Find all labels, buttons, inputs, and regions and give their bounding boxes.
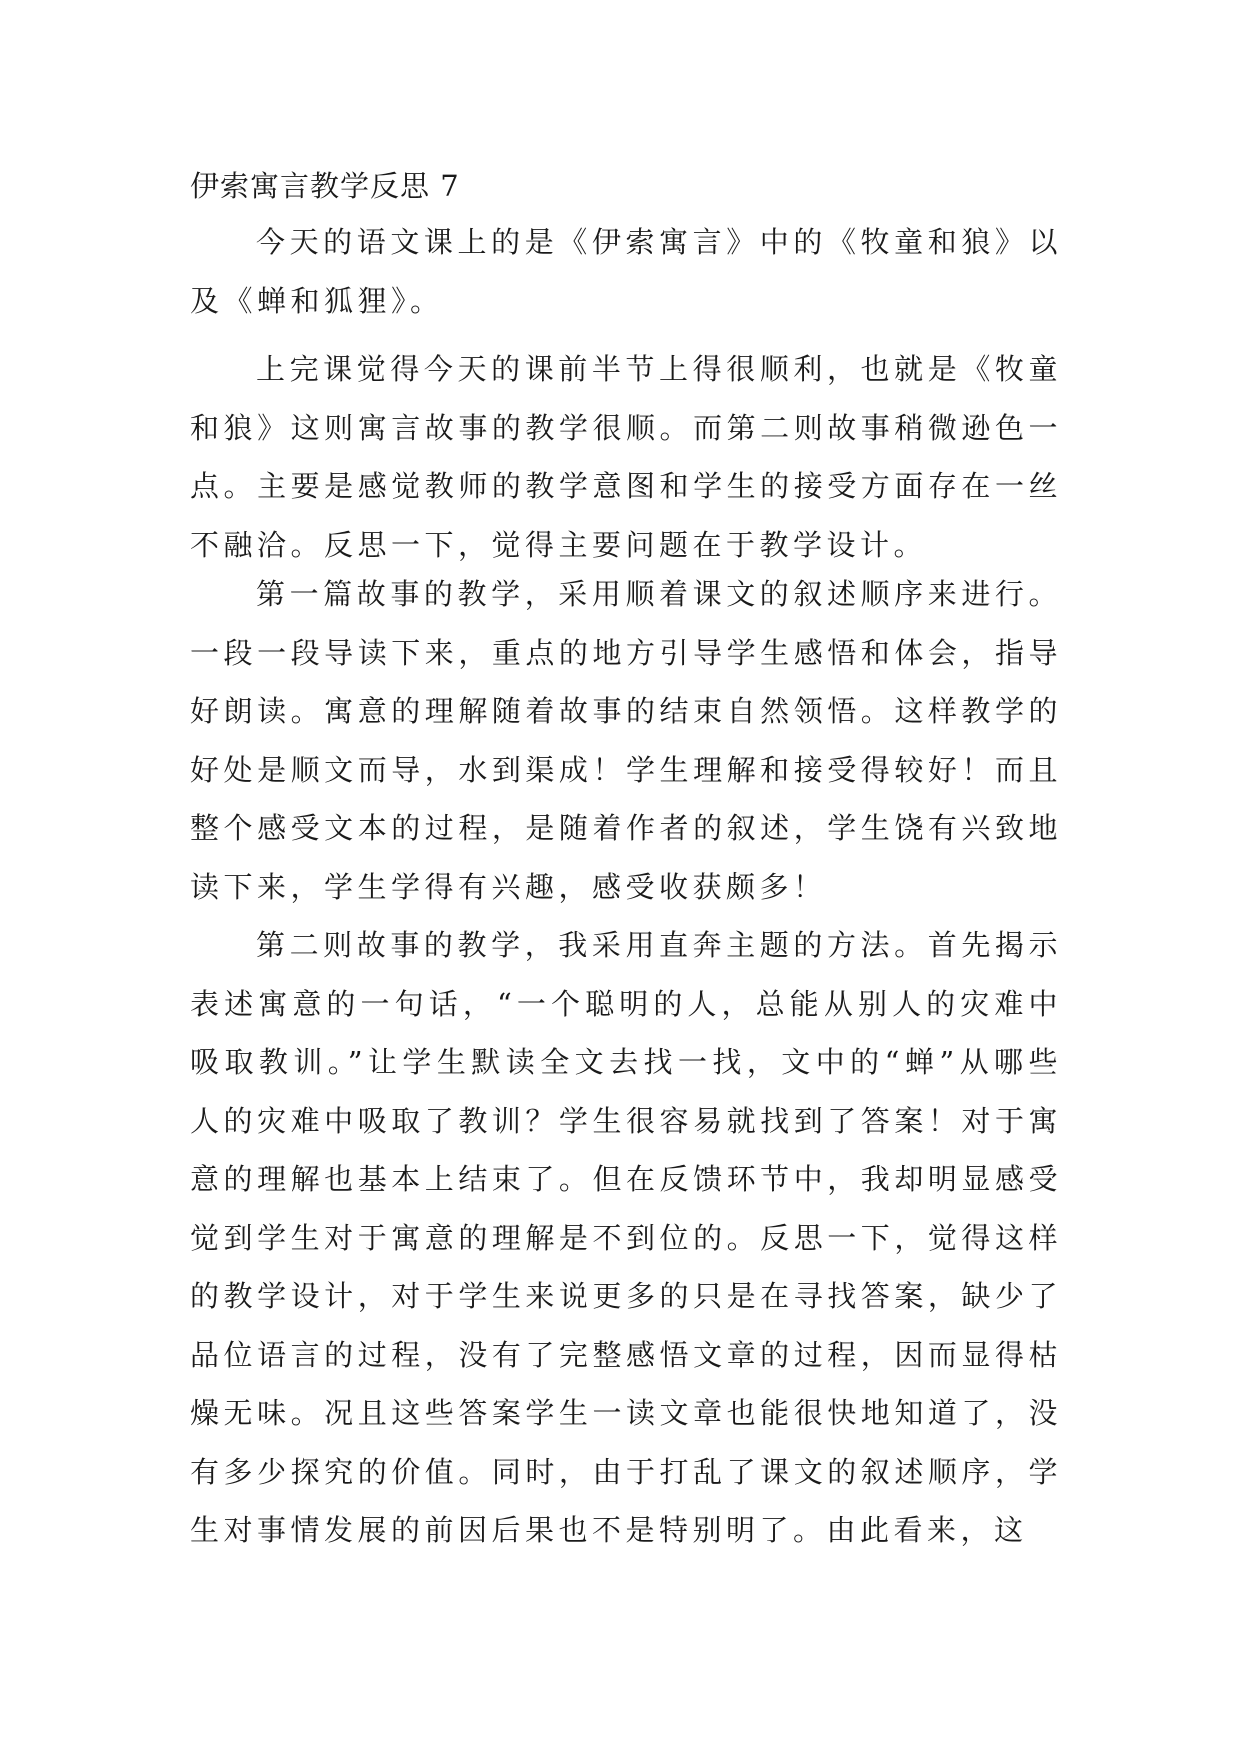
paragraph-first-story: 第一篇故事的教学，采用顺着课文的叙述顺序来进行。一段一段导读下来，重点的地方引导学生感悟和体会，指导好朗读。寓意的理解随着故事的结束自然领悟。这样教学的好处是顺文而导，水到渠成！学生理解和接受得较好！而且整个感受文本的过程，是随着作者的叙述，学生饶有兴致地读下来，学生学得有兴趣，感受收获颇多！: [190, 577, 1062, 904]
paragraph-intro: 今天的语文课上的是《伊索寓言》中的《牧童和狼》以及《蝉和狐狸》。: [190, 225, 1062, 318]
document-title: 伊索寓言教学反思 7: [190, 169, 460, 203]
paragraph-reflection-summary: 上完课觉得今天的课前半节上得很顺利，也就是《牧童和狼》这则寓言故事的教学很顺。而第二则故事稍微逊色一点。主要是感觉教师的教学意图和学生的接受方面存在一丝不融洽。反思一下，觉得主要问题在于教学设计。: [190, 352, 1062, 562]
paragraph-second-story: 第二则故事的教学，我采用直奔主题的方法。首先揭示表述寓意的一句话，“一个聪明的人，总能从别人的灾难中吸取教训。”让学生默读全文去找一找，文中的“蝉”从哪些人的灾难中吸取了教训？学生很容易就找到了答案！对于寓意的理解也基本上结束了。但在反馈环节中，我却明显感受觉到学生对于寓意的理解是不到位的。反思一下，觉得这样的教学设计，对于学生来说更多的只是在寻找答案，缺少了品位语言的过程，没有了完整感悟文章的过程，因而显得枯燥无味。况且这些答案学生一读文章也能很快地知道了，没有多少探究的价值。同时，由于打乱了课文的叙述顺序，学生对事情发展的前因后果也不是特别明了。由此看来，这: [190, 928, 1062, 1547]
